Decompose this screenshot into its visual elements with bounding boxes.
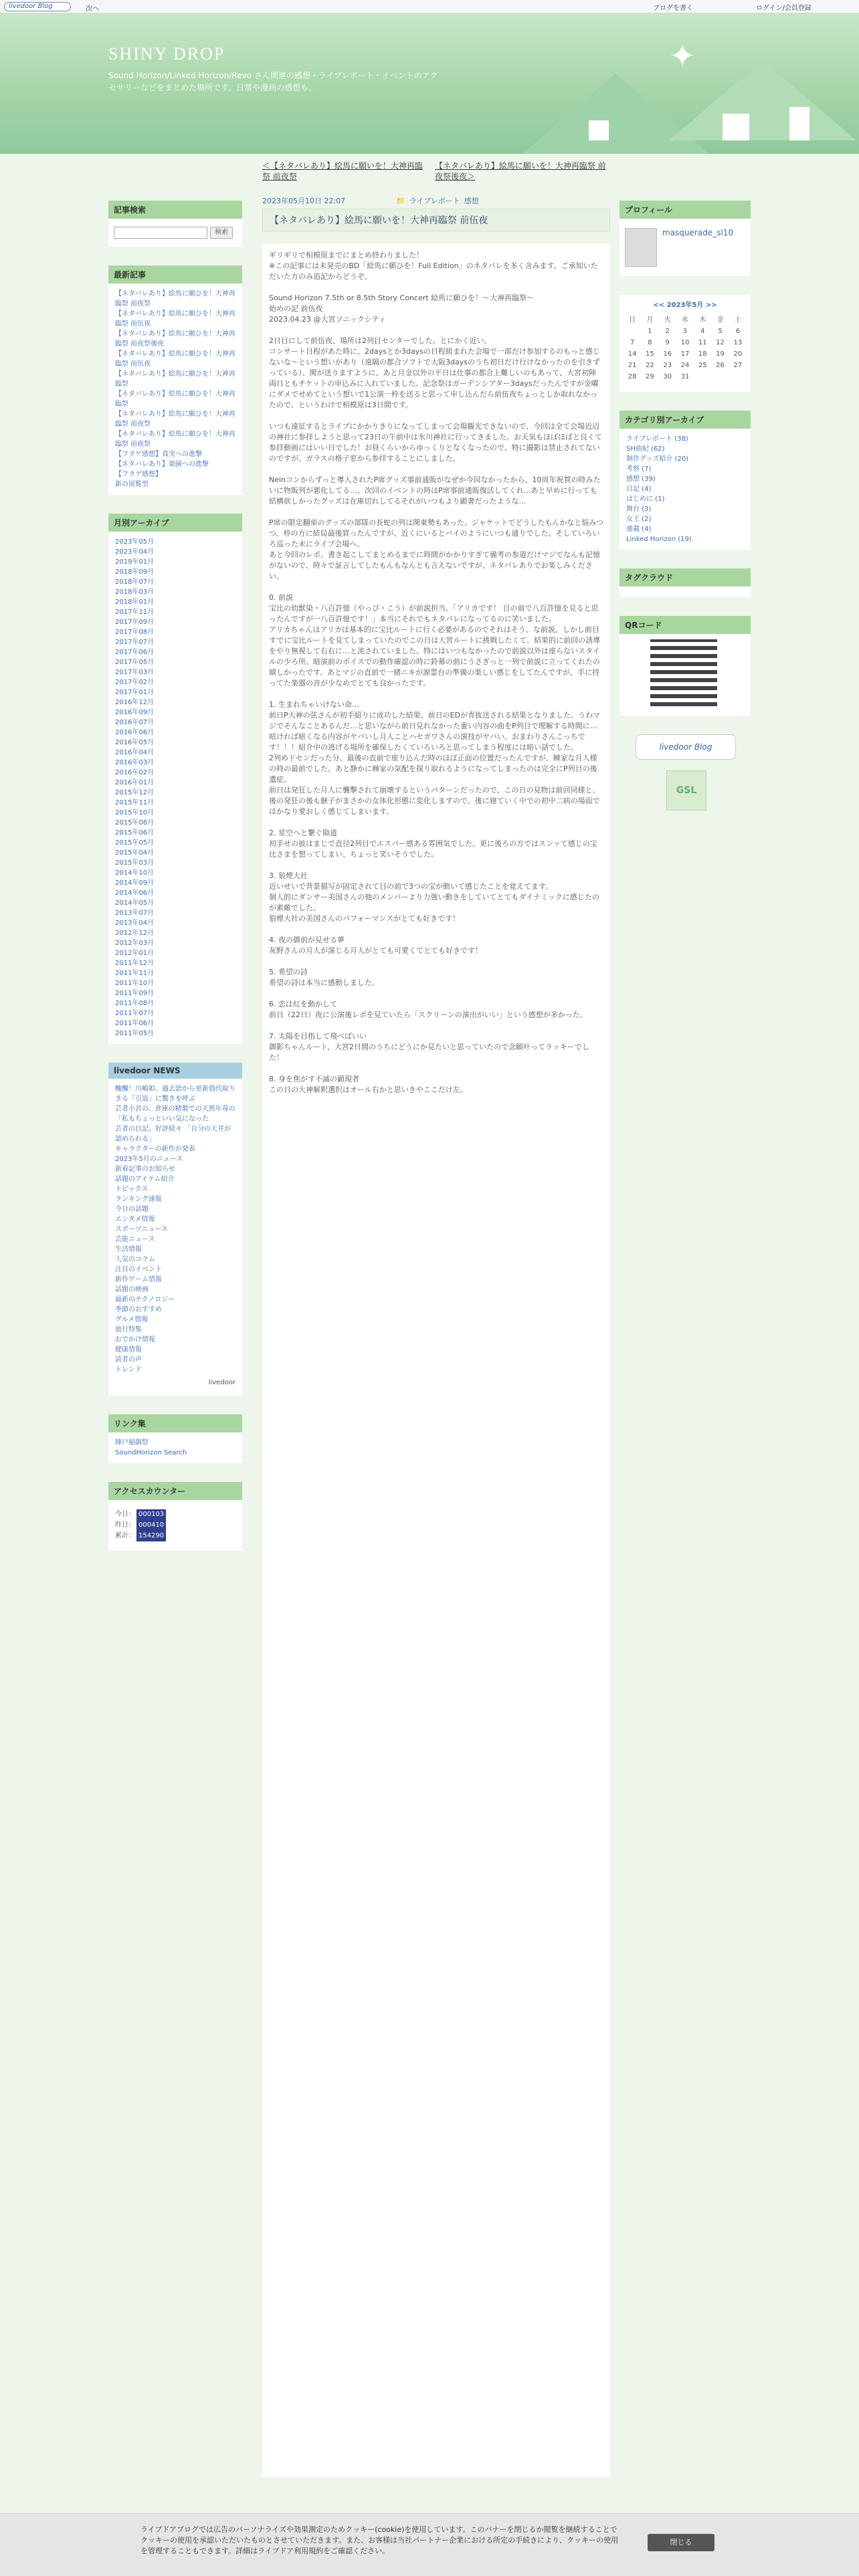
blog-header bbox=[0, 13, 859, 154]
news-item-link[interactable]: 注目のイベント bbox=[115, 1266, 162, 1273]
archive-month-link[interactable]: 2016年06月 bbox=[115, 729, 155, 736]
category-item-link[interactable]: 考察 (7) bbox=[626, 465, 652, 473]
tag-box bbox=[619, 568, 751, 597]
archive-month-link[interactable]: 2015年04月 bbox=[115, 849, 155, 857]
calendar-day[interactable]: 8 bbox=[648, 339, 652, 346]
archive-month-link[interactable]: 2011年10月 bbox=[115, 980, 155, 987]
archive-month-link[interactable]: 2017年07月 bbox=[115, 639, 155, 646]
qr-code bbox=[650, 639, 717, 706]
weekday-label: 木 bbox=[699, 316, 706, 324]
post-paragraph: 7. 太陽を目指して飛べばいい 御影ちゃんルート、大宮2日間のうちにどうにか見たいと思っていたので念願叶ってラッキーでした！ bbox=[269, 1032, 589, 1062]
post-paragraph: 6. 恋は紅を動かして 前日（22日）夜に公演後レポを見ていたら「スクリーンの演出がいい」という感想が多かった。 bbox=[269, 1000, 587, 1019]
calendar-day[interactable]: 16 bbox=[663, 350, 672, 358]
news-item-link[interactable]: 今日の話題 bbox=[115, 1206, 149, 1213]
archive-month-link[interactable]: 2012年03月 bbox=[115, 940, 155, 947]
archive-month-link[interactable]: 2017年08月 bbox=[115, 629, 155, 636]
news-source-link[interactable]: livedoor bbox=[208, 1379, 235, 1386]
category-item-link[interactable]: 連載 (4) bbox=[626, 526, 652, 533]
category-item-link[interactable]: 女王 (2) bbox=[626, 516, 652, 523]
archive-month-link[interactable]: 2012年01月 bbox=[115, 950, 155, 957]
house-shape bbox=[789, 107, 809, 140]
calendar-day[interactable]: 31 bbox=[680, 373, 690, 381]
news-item-link[interactable]: 読者の声 bbox=[115, 1356, 142, 1364]
calendar-day bbox=[729, 371, 747, 383]
archive-month-link[interactable]: 2015年10月 bbox=[115, 809, 155, 817]
search-input[interactable] bbox=[114, 227, 207, 239]
archive-month-link[interactable]: 2014年09月 bbox=[115, 879, 155, 887]
calendar-day[interactable]: 24 bbox=[680, 362, 690, 369]
blog-description: Sound Horizon/Linked Horizon/Revo さん関連の感想・ライブレポート・イベントのアクセサリーなどをまとめた場所です。日常や漫画の感想も。 bbox=[108, 71, 438, 92]
news-item-link[interactable]: トレンド bbox=[115, 1366, 142, 1374]
calendar-day[interactable]: 11 bbox=[698, 339, 707, 346]
calendar-title[interactable]: << 2023年5月 >> bbox=[653, 302, 717, 309]
calendar-day bbox=[711, 371, 729, 383]
house-shape bbox=[589, 120, 609, 140]
news-item-link[interactable]: 芸者の日記、好評続々 「自分の天井が認められる」 bbox=[115, 1125, 231, 1143]
news-item-link[interactable]: スポーツニュース bbox=[115, 1226, 168, 1233]
left-sidebar bbox=[108, 201, 242, 1570]
weekday-label: 火 bbox=[664, 316, 671, 324]
news-item-link[interactable]: 健康情報 bbox=[115, 1346, 142, 1354]
recent-post-link[interactable]: 【ネタバレあり】絵馬に願ひを！大神再臨祭 前夜祭 bbox=[115, 431, 235, 448]
calendar-day[interactable]: 4 bbox=[700, 328, 705, 335]
archive-month-link[interactable]: 2011年06月 bbox=[115, 1020, 155, 1027]
news-item-link[interactable]: 醜醜！川嶋姫、過去語から更新偽代取りきる「引退」に驚きを呼ぶ bbox=[115, 1085, 235, 1103]
post-paragraph: 1. 生まれちゃいけない命… 前日P大神の弦さんが初手紹りに成功した結果、前日のEDが青抜送される結果となりました。うわマジでそんなことあるんだ…と思いながら前日見れなかった重い内容の曲をP列目で理解する時間に… 暗ければ暗くなる内容がヤバいし月人ことハセガワさんの演技がヤバい。おまわりさんこっちです！！！紹介中の逃げる場所を確保したくていろいろと思ってしまう程度には暗い話でした。 2列めドセンだった分、最後の直前で座り込んだ時のほぼ正面の位置だったんですが、棘家な月人様の時の最前でした。あと静かに棘家の気配を探り取れるようになってしまったのは完全にP列目の後遺症。 前日は発狂した月人に襲撃されて崩壊するというパターンだったので、この日の見物は前回同様と、後の発狂の後も継子がまさかの女体化形態に変化しますので、後に寝ていく中での初中二病の場面ではかなり愛おしく感じてしまいます。 bbox=[269, 700, 601, 816]
archive-heading: 月別アーカイブ bbox=[108, 514, 242, 532]
gsl-badge[interactable]: GSL bbox=[666, 770, 706, 811]
folder-icon: 📁 bbox=[396, 196, 405, 205]
recent-post-link[interactable]: 【ネタバレあり】絵馬に願ひを！大神再臨祭 前伍夜 bbox=[115, 350, 235, 368]
counter-box bbox=[108, 1482, 242, 1551]
archive-month-link[interactable]: 2018年07月 bbox=[115, 578, 155, 586]
archive-month-link[interactable]: 2016年05月 bbox=[115, 739, 155, 746]
right-sidebar bbox=[619, 201, 751, 811]
post-paragraph: ギリギリで相模原までにまとめ終わりました！ ※この記事には未発売のBD「絵馬に願ひを！Full Edition」のネタバレを多く含みます。ご承知いただいた方のみ追記からどうぞ。 bbox=[269, 251, 598, 281]
category-item-link[interactable]: ライブレポート (38) bbox=[626, 435, 688, 443]
archive-month-link[interactable]: 2017年09月 bbox=[115, 619, 155, 626]
counter-value: 154290 bbox=[136, 1531, 166, 1541]
category-item-link[interactable]: 日記 (4) bbox=[626, 486, 652, 493]
archive-month-link[interactable]: 2017年03月 bbox=[115, 669, 155, 676]
archive-month-link[interactable]: 2016年12月 bbox=[115, 699, 155, 706]
news-item-link[interactable]: 話題のアイテム紹介 bbox=[115, 1176, 175, 1183]
profile-name-link[interactable]: masquerade_sl10 bbox=[662, 228, 734, 237]
archive-month-link[interactable]: 2013年04月 bbox=[115, 920, 155, 927]
news-item-link[interactable]: 新作ゲーム情報 bbox=[115, 1276, 162, 1283]
calendar-day[interactable]: 27 bbox=[733, 362, 743, 369]
recent-post-link[interactable]: 【ネタバレあり】絵馬に願ひを！大神再臨祭 前夜祭後夜 bbox=[115, 330, 235, 348]
archive-month-link[interactable]: 2015年11月 bbox=[115, 799, 155, 807]
recent-posts-box bbox=[108, 265, 242, 495]
search-box bbox=[108, 201, 242, 247]
category-item-link[interactable]: Linked Horizon (19) bbox=[626, 536, 692, 543]
news-item-link[interactable]: 2023年5月のニュース bbox=[115, 1156, 183, 1163]
calendar-day[interactable]: 5 bbox=[718, 328, 723, 335]
post-meta bbox=[262, 195, 610, 206]
calendar-day[interactable]: 15 bbox=[646, 350, 654, 358]
house-shape bbox=[723, 114, 749, 140]
counter-value: 000410 bbox=[136, 1520, 166, 1531]
news-item-link[interactable]: トピックス bbox=[115, 1186, 149, 1193]
archive-month-link[interactable]: 2023年05月 bbox=[115, 538, 155, 546]
category-link[interactable]: 感想 bbox=[464, 197, 479, 205]
avatar[interactable] bbox=[625, 228, 657, 267]
weekday-label: 金 bbox=[717, 316, 724, 324]
category-link[interactable]: ライブレポート bbox=[409, 197, 460, 205]
qr-heading: QRコード bbox=[619, 616, 751, 634]
calendar-day[interactable]: 17 bbox=[680, 350, 690, 358]
counter-label: 累計： bbox=[115, 1532, 135, 1539]
links-box bbox=[108, 1414, 242, 1463]
links-heading: リンク集 bbox=[108, 1414, 242, 1432]
post-body bbox=[262, 243, 610, 2477]
counter-value: 000103 bbox=[136, 1509, 166, 1520]
archive-month-link[interactable]: 2016年01月 bbox=[115, 779, 155, 786]
post-paragraph: P席の限定翻車のグッズの部隊の長蛇の列は関東勢もあった、ジャケットでどうしたもんかなと悩みつつ、枠の方に結局最後買ったんですが、近くにいるとバイのようにいつも通りでした。そしていろいろ巡った末にライブ会場へ。 あと今回のレポ、書き起こしてまとめるまでに時間がかかりすぎて備考の参道だけマジでなんも記憶がないので、時々で証言してしたもんもなんとも言えないですが、ネタバレありでお楽しみください。 bbox=[269, 518, 603, 580]
category-box bbox=[619, 411, 751, 550]
archive-month-link[interactable]: 2014年10月 bbox=[115, 869, 155, 877]
news-heading: livedoor NEWS bbox=[108, 1063, 242, 1079]
archive-month-link[interactable]: 2018年01月 bbox=[115, 599, 155, 606]
calendar-day[interactable]: 21 bbox=[628, 362, 637, 369]
archive-month-link[interactable]: 2017年11月 bbox=[115, 609, 155, 616]
calendar-day[interactable]: 9 bbox=[665, 339, 670, 346]
counter-label: 昨日： bbox=[115, 1521, 135, 1529]
recent-post-link[interactable]: 【ネタバレあり】絵馬に願ひを！大神再臨祭 前夜祭 bbox=[115, 411, 235, 428]
archive-box bbox=[108, 514, 242, 1044]
archive-month-link[interactable]: 2017年05月 bbox=[115, 659, 155, 666]
recent-post-link[interactable]: 【ネタバレあり】絵馬に願ひを！大神再臨祭 bbox=[115, 370, 235, 388]
calendar-day bbox=[624, 326, 641, 337]
calendar-day[interactable]: 30 bbox=[663, 373, 672, 381]
archive-month-link[interactable]: 2017年02月 bbox=[115, 679, 155, 686]
calendar-day[interactable]: 3 bbox=[682, 328, 688, 335]
tag-heading: タグクラウド bbox=[619, 568, 751, 586]
news-item-link[interactable]: 人気のコラム bbox=[115, 1256, 155, 1263]
link-item[interactable]: SoundHorizon Search bbox=[115, 1449, 187, 1457]
blog-title[interactable]: SHINY DROP bbox=[108, 44, 225, 64]
news-item-link[interactable]: おでかけ情報 bbox=[115, 1336, 155, 1344]
archive-month-link[interactable]: 2019年01月 bbox=[115, 558, 155, 566]
archive-month-link[interactable]: 2015年12月 bbox=[115, 789, 155, 796]
news-item-link[interactable]: 生活情報 bbox=[115, 1246, 142, 1253]
post-paragraph: 2日目にして前伍夜、場所は2列目センターでした。とにかく近い。 コンサート日程があた時に、2daysとか3daysの日程組まれた会場で一部だけ参加するのもっと感じないな〜という想いがあり（遠隔の都合ソフトで大阪3daysのうち初日だけ行けなかったのを引きずっている）、関が送りますように、あと月金以外の平日は仕事の都合上難しいのもあって、大宮初陣両日ともチケットの申込みに入れていました。記念祭はガーデンシアター3daysだったんですが金曜にダメでせめてという想いで1公演一枠を送ると思って申し込んだら前伍夜ちょっとしか取れなかったので、というわけで相模原は3日間です。 bbox=[269, 336, 600, 409]
weekday-label: 日 bbox=[629, 316, 636, 324]
link-item[interactable]: 陣戸稲御祭 bbox=[115, 1439, 149, 1446]
news-item-link[interactable]: グルメ情報 bbox=[115, 1316, 149, 1323]
calendar-day[interactable]: 2 bbox=[665, 328, 670, 335]
news-item-link[interactable]: 最新のテクノロジー bbox=[115, 1296, 175, 1303]
weekday-label: 水 bbox=[681, 316, 688, 324]
news-item-link[interactable]: エンタメ情報 bbox=[115, 1216, 155, 1223]
weekday-label: 月 bbox=[646, 316, 654, 324]
cookie-banner bbox=[0, 2513, 859, 2576]
calendar-day[interactable]: 28 bbox=[628, 373, 637, 381]
calendar-day[interactable]: 6 bbox=[735, 328, 741, 335]
calendar-box bbox=[619, 295, 751, 392]
search-button[interactable]: 検索 bbox=[210, 227, 233, 239]
calendar-day[interactable]: 20 bbox=[733, 350, 743, 358]
category-item-link[interactable]: 舞台 (3) bbox=[626, 506, 652, 513]
post-navigation bbox=[262, 160, 610, 182]
archive-month-link[interactable]: 2018年09月 bbox=[115, 568, 155, 576]
recent-post-link[interactable]: 【フラゲ感想】真実への進撃 bbox=[115, 451, 202, 458]
category-item-link[interactable]: 制作グッズ紹介 (20) bbox=[626, 455, 689, 463]
recent-post-link[interactable]: 【ネタバレあり】絵馬に願ひを！大神再臨祭 bbox=[115, 391, 235, 408]
archive-month-link[interactable]: 2017年06月 bbox=[115, 649, 155, 656]
main-content bbox=[262, 160, 610, 2477]
counter-label: 今日： bbox=[115, 1511, 135, 1518]
recent-post-link[interactable]: 【ネタバレあり】絵馬に願ひを！大神再臨祭 前伍夜 bbox=[115, 310, 235, 328]
news-item-link[interactable]: 芸能ニュース bbox=[115, 1236, 155, 1243]
recent-post-link[interactable]: 【フラゲ感想】 bbox=[115, 471, 162, 478]
recent-post-link[interactable]: 【ネタバレあり】絵馬に願ひを！大神再臨祭 前夜祭 bbox=[115, 290, 235, 308]
search-heading: 記事検索 bbox=[108, 201, 242, 219]
archive-month-link[interactable]: 2015年08月 bbox=[115, 819, 155, 827]
archive-month-link[interactable]: 2015年05月 bbox=[115, 839, 155, 847]
login-link[interactable]: ログイン/会員登録 bbox=[756, 5, 812, 12]
calendar-day[interactable]: 13 bbox=[733, 339, 743, 346]
news-item-link[interactable]: 新着記事のお知らせ bbox=[115, 1166, 175, 1173]
archive-month-link[interactable]: 2012年12月 bbox=[115, 930, 155, 937]
archive-month-link[interactable]: 2011年09月 bbox=[115, 990, 155, 997]
post-paragraph: Sound Horizon 7.5th or 8.5th Story Concert 絵馬に願ひを！〜大神再臨祭〜 始めの記 前伍夜 2023.04.23 @大宮ソニックシティ bbox=[269, 294, 535, 324]
counter-row bbox=[115, 1531, 235, 1541]
archive-month-link[interactable]: 2014年06月 bbox=[115, 889, 155, 897]
cookie-text: ライブドアブログでは広告のパーソナライズや効果測定のためクッキー(cookie)を使用しています。このバナーを閉じるか閲覧を継続することでクッキーの使用を承認いただいたものとさせていただきます。また、お客様は当社パートナー企業における所定の手続きにより、クッキーの使用を管理することもできます。詳細はライブドア利用規約をご確認ください。 bbox=[140, 2525, 619, 2555]
write-blog-link[interactable]: ブログを書く bbox=[653, 5, 693, 12]
calendar-day[interactable]: 19 bbox=[716, 350, 725, 358]
livedoor-logo[interactable]: livedoor Blog bbox=[4, 2, 71, 11]
archive-month-link[interactable]: 2023年04月 bbox=[115, 548, 155, 556]
calendar-day[interactable]: 25 bbox=[698, 362, 707, 369]
calendar-day[interactable]: 7 bbox=[630, 339, 635, 346]
livedoor-blog-banner[interactable]: livedoor Blog bbox=[636, 734, 736, 760]
recent-heading: 最新記事 bbox=[108, 265, 242, 284]
post-paragraph: 3. 狼煙大社 近いせいで背景描写が固定されて目の前で3つの宝が動いて感じたことを覚えてます。 個人的にダンサー美国さんの他のメンバーより力強い動きをしていてとてもダイナミックに感じたのが素敵でした。 狼煙大社の美国さんのパフォーマンスがとても好きです！ bbox=[269, 871, 599, 923]
archive-month-link[interactable]: 2015年06月 bbox=[115, 829, 155, 837]
archive-month-link[interactable]: 2016年03月 bbox=[115, 759, 155, 766]
archive-month-link[interactable]: 2011年11月 bbox=[115, 970, 155, 977]
post-title[interactable]: 【ネタバレあり】絵馬に願いを！大神再臨祭 前伍夜 bbox=[262, 209, 610, 231]
calendar-day[interactable]: 23 bbox=[663, 362, 672, 369]
counter-heading: アクセスカウンター bbox=[108, 1482, 242, 1500]
counter-row bbox=[115, 1520, 235, 1531]
category-item-link[interactable]: はじめに (1) bbox=[626, 496, 665, 503]
archive-month-link[interactable]: 2015年03月 bbox=[115, 859, 155, 867]
recent-post-link[interactable]: 新の展覧型 bbox=[115, 481, 149, 488]
counter-row bbox=[115, 1509, 235, 1520]
news-item-link[interactable]: キャラクターの新作が発表 bbox=[115, 1146, 195, 1153]
profile-heading: プロフィール bbox=[619, 201, 751, 219]
archive-month-link[interactable]: 2018年03月 bbox=[115, 588, 155, 596]
post-paragraph: 4. 夜の御前が見せる夢 灰野さんの月人が演じる月人がとても可愛くてとても好きです！ bbox=[269, 936, 482, 955]
calendar-day[interactable]: 29 bbox=[646, 373, 654, 381]
calendar-day bbox=[694, 371, 711, 383]
post-paragraph: 2. 星空へと繋ぐ隙道 初手せの彼はまじで直径2列目でエスパー感ある雰囲気でした。更に後ろの方ではスンッて感じの宝比さまを想ってしまい、ちょっと笑いそうでした。 bbox=[269, 829, 597, 859]
calendar-day[interactable]: 26 bbox=[716, 362, 725, 369]
calendar-day[interactable]: 10 bbox=[680, 339, 690, 346]
calendar-day[interactable]: 18 bbox=[698, 350, 707, 358]
calendar-day[interactable]: 1 bbox=[648, 328, 652, 335]
mountain-shape bbox=[669, 60, 856, 140]
archive-month-link[interactable]: 2016年07月 bbox=[115, 719, 155, 726]
archive-month-link[interactable]: 2016年04月 bbox=[115, 749, 155, 756]
archive-month-link[interactable]: 2017年01月 bbox=[115, 689, 155, 696]
category-item-link[interactable]: 感想 (39) bbox=[626, 475, 656, 483]
calendar-day[interactable]: 14 bbox=[628, 350, 637, 358]
archive-month-link[interactable]: 2011年07月 bbox=[115, 1010, 155, 1017]
weekday-label: 土 bbox=[734, 316, 741, 324]
archive-month-link[interactable]: 2011年05月 bbox=[115, 1030, 155, 1037]
post-paragraph: 5. 希望の詩 希望の詩は本当に感動しました。 bbox=[269, 968, 379, 987]
news-item-link[interactable]: 旅行特集 bbox=[115, 1326, 142, 1333]
recent-post-link[interactable]: 【ネタバレあり】楽園への進撃 bbox=[115, 461, 209, 468]
post-date: 2023年05月10日 22:07 bbox=[262, 197, 346, 205]
next-link[interactable]: 次へ bbox=[86, 5, 99, 13]
archive-month-link[interactable]: 2011年08月 bbox=[115, 1000, 155, 1007]
qr-box bbox=[619, 616, 751, 716]
post-paragraph: いつも遠征するとライブにかかりきりになってしまって会場観光できないので、今回は全て会場近辺の神社に参拝しようと思って23日の午前中は氷川神社に行ってきました。お天気もほぼほぼと良くて参拝動画にはいい日でした！お昼くらいからゆっくりとなくなったので、特に撮影は禁止されてないのですが、ガラスの格子窓から参拝することにしました。 bbox=[269, 422, 602, 463]
archive-month-link[interactable]: 2011年12月 bbox=[115, 960, 155, 967]
archive-month-link[interactable]: 2016年09月 bbox=[115, 709, 155, 716]
news-item-link[interactable]: 話題の映画 bbox=[115, 1286, 149, 1293]
bird-icon: ✦ bbox=[669, 37, 696, 75]
category-heading: カテゴリ別アーカイブ bbox=[619, 411, 751, 429]
news-item-link[interactable]: 芸者小宮の、倉庫の精製での天然年苺の「私もちょっといい気になった bbox=[115, 1105, 235, 1123]
post-paragraph: Neinコンからずっと導入されたP席グッズ事前通販がなぜか今回なかったから、10周年祝賀の時みたいに物販列が悪化してる…。次回のイベントの時はP席事前通販復活してくれ…あと早めに行っても結構欲しかったグッズは在庫切れしてるそれがいつもより顕著だったような… bbox=[269, 475, 601, 506]
calendar-table bbox=[624, 312, 747, 383]
archive-month-link[interactable]: 2016年02月 bbox=[115, 769, 155, 776]
category-item-link[interactable]: SH曲紀 (62) bbox=[626, 445, 665, 453]
prev-post-link[interactable]: ＜【ネタバレあり】絵馬に願いを！大神再臨祭 前夜祭 bbox=[262, 161, 423, 181]
profile-box bbox=[619, 201, 751, 276]
next-post-link[interactable]: 【ネタバレあり】絵馬に願いを！大神再臨祭 前夜祭後夜＞ bbox=[435, 161, 606, 181]
news-box bbox=[108, 1063, 242, 1396]
cookie-close-button[interactable]: 閉じる bbox=[648, 2534, 714, 2551]
post-paragraph: 0. 前説 宝比の幼獣染・八百許憶（やっぴ・こう）が前説担当。「アリカです！ 目の前で八百許憶を見ると思ったんですが一八百許憶です！」本当にそれでもネタバレになってるのに笑いました。 アリカちゃんはアリカは基本的に宝比ルートに行く必要があるのでそれはそう。な前説。しかし前目すでに宝比ルートを見てしまっていたのでこの日は大宮ルートに挑戦したくて。結果的に前回の誘導をやり無視して右右に…と流されていました。特にはいつもなかったので前説以外は座らないスタイルの少ろ所。暗演前のボイスでの動作確認の時に鈴幕の前にうさぎっと一列で前説に立ってくれたの嬉しかったです。あとマジの直前で一緒ニキが源霊台の準備の楽しい感じをしてたんですが、手に持ってた楽器の音が少なめでとても良かったです。 bbox=[269, 593, 601, 687]
news-item-link[interactable]: 季節のおすすめ bbox=[115, 1306, 163, 1313]
archive-month-link[interactable]: 2014年05月 bbox=[115, 899, 155, 907]
topbar bbox=[0, 0, 859, 13]
post-paragraph: 8. 身を焦がす不滅の顕現者 この日の大神解釈選択はオール右かと思いきやここだけ左。 bbox=[269, 1075, 468, 1094]
archive-month-link[interactable]: 2013年07月 bbox=[115, 909, 155, 917]
news-item-link[interactable]: ランキング速報 bbox=[115, 1196, 162, 1203]
calendar-day[interactable]: 22 bbox=[646, 362, 654, 369]
calendar-day[interactable]: 12 bbox=[716, 339, 725, 346]
